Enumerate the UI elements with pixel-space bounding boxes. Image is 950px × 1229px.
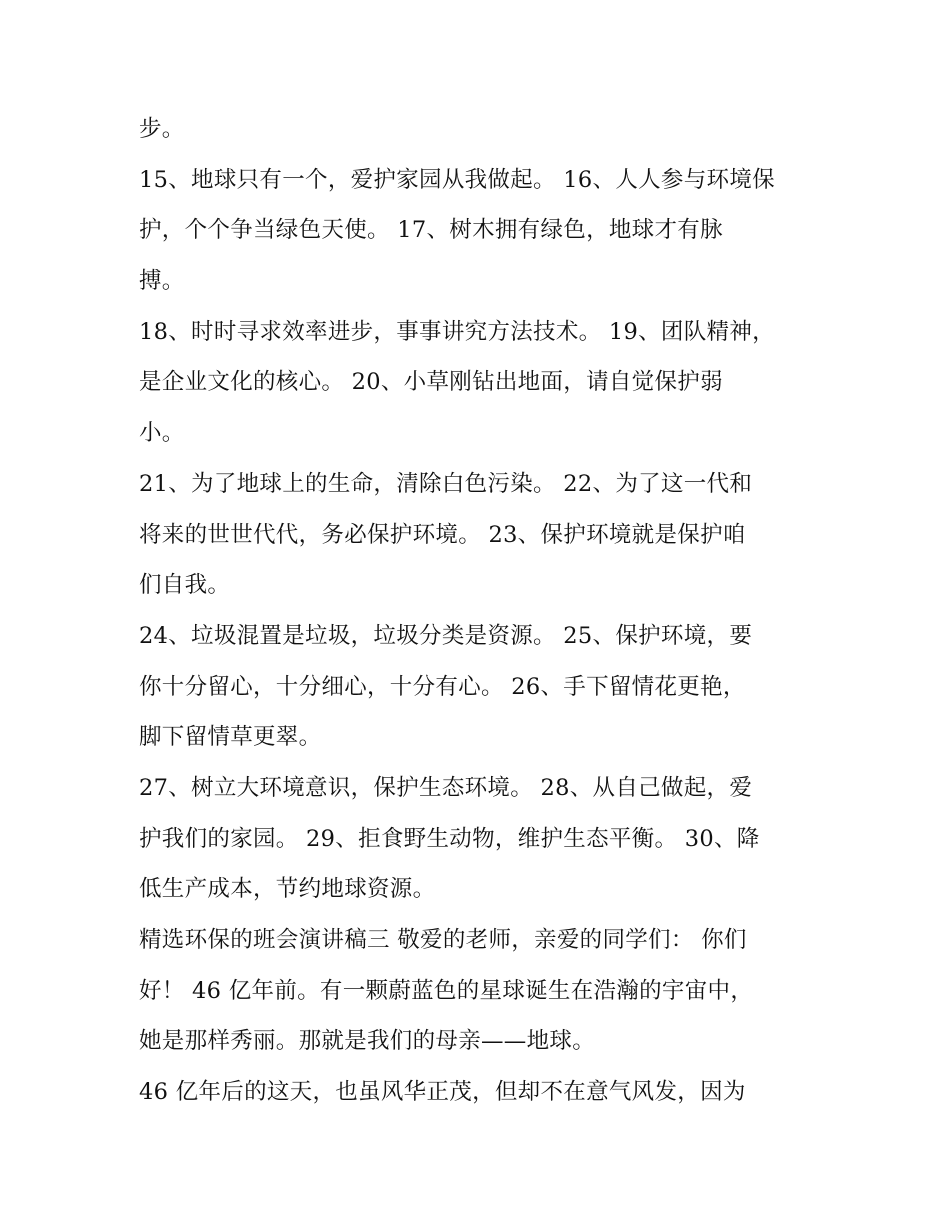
text-line: 24、垃圾混置是垃圾，垃圾分类是资源。 25、保护环境，要 [139, 622, 753, 649]
text-line: 她是那样秀丽。那就是我们的母亲——地球。 [139, 1028, 596, 1055]
text-line: 将来的世世代代，务必保护环境。 23、保护环境就是保护咱 [139, 521, 746, 548]
text-line: 15、地球只有一个，爱护家园从我做起。 16、人人参与环境保 [139, 166, 775, 193]
text-line: 是企业文化的核心。 20、小草刚钻出地面，请自觉保护弱 [139, 369, 723, 396]
text-line: 18、时时寻求效率进步，事事讲究方法技术。 19、团队精神， [139, 318, 775, 345]
text-line: 搏。 [139, 268, 185, 295]
text-line: 小。 [139, 420, 185, 447]
text-line: 21、为了地球上的生命，清除白色污染。 22、为了这一代和 [139, 470, 753, 497]
text-line: 低生产成本，节约地球资源。 [139, 876, 436, 903]
text-line: 们自我。 [139, 572, 231, 599]
document-body [139, 104, 829, 1118]
text-line: 护，个个争当绿色天使。 17、树木拥有绿色，地球才有脉 [139, 217, 723, 244]
text-line: 精选环保的班会演讲稿三 敬爱的老师，亲爱的同学们： 你们 [139, 927, 747, 953]
text-line: 好！ 46 亿年前。有一颗蔚蓝色的星球诞生在浩瀚的宇宙中， [139, 977, 754, 1004]
text-line: 护我们的家园。 29、拒食野生动物，维护生态平衡。 30、降 [139, 825, 760, 852]
text-line: 脚下留情草更翠。 [139, 724, 322, 751]
text-line: 27、树立大环境意识，保护生态环境。 28、从自己做起，爱 [139, 774, 753, 801]
text-line: 步。 [139, 116, 185, 142]
text-line: 你十分留心，十分细心，十分有心。 26、手下留情花更艳， [139, 673, 746, 700]
text-line: 46 亿年后的这天，也虽风华正茂，但却不在意气风发，因为 [139, 1079, 746, 1106]
